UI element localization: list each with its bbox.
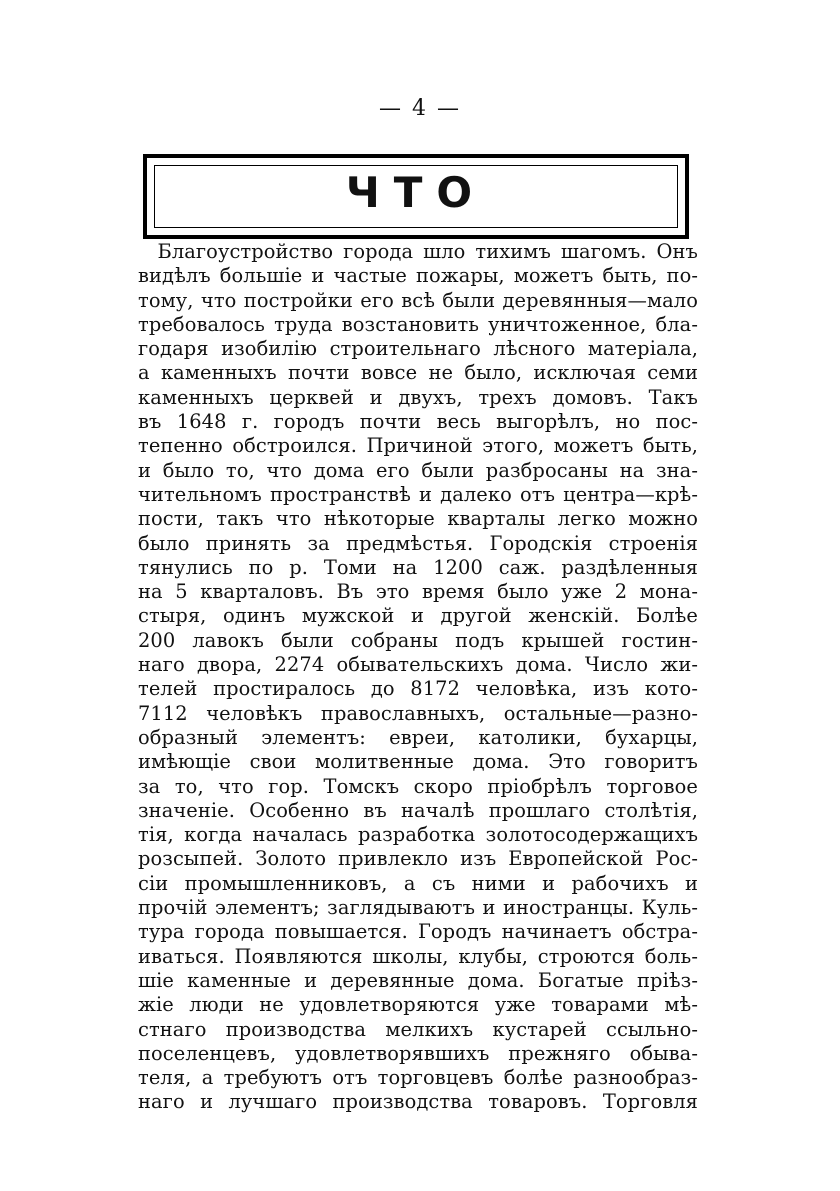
text-line: на 5 кварталовъ. Въ это время было уже 2 мона- [138,580,698,604]
text-line: и было то, что дома его были разбросаны на зна- [138,458,698,482]
text-line: было принять за предмѣстья. Городскія строенія [138,531,698,555]
text-line: тія, когда началась разработка золотосодержащихъ [138,823,698,847]
text-line: чительномъ пространствѣ и далеко отъ центра—крѣ- [138,482,698,506]
text-line: 200 лавокъ были собраны подъ крышей гостин- [138,628,698,652]
text-line: тура города повышается. Городъ начинаетъ обстра- [138,920,698,944]
text-line: теля, а требуютъ отъ торговцевъ болѣе разнообраз- [138,1066,698,1090]
page-number: — 4 — [379,96,461,121]
text-line: каменныхъ церквей и двухъ, трехъ домовъ. Такъ [138,385,698,409]
text-line: пости, такъ что нѣкоторые кварталы легко можно [138,507,698,531]
text-line: наго двора, 2274 обывательскихъ дома. Число жи- [138,653,698,677]
text-line: образный элементъ: евреи, католики, бухарцы, [138,725,698,749]
text-line: стыря, одинъ мужской и другой женскій. Болѣе [138,604,698,628]
text-line: прочій элементъ; заглядываютъ и иностранцы. Куль- [138,896,698,920]
text-line: поселенцевъ, удовлетворявшихъ прежняго обыва- [138,1041,698,1065]
text-line: а каменныхъ почти вовсе не было, исключая семи [138,361,698,385]
text-line: иваться. Появляются школы, клубы, строются боль- [138,944,698,968]
text-line: розсыпей. Золото привлекло изъ Европейской Рос- [138,847,698,871]
text-line: годаря изобилію строительнаго лѣсного матеріала, [138,337,698,361]
text-line: стнаго производства мелкихъ кустарей ссыльно- [138,1017,698,1041]
text-line: телей простиралось до 8172 человѣка, изъ кото- [138,677,698,701]
text-line: видѣлъ большіе и частые пожары, можетъ быть, по- [138,264,698,288]
text-line: требовалось труда возстановить уничтоженное, бла- [138,312,698,336]
text-line: за то, что гор. Томскъ скоро пріобрѣлъ торговое [138,774,698,798]
text-line: шіе каменные и деревянные дома. Богатые пріѣз- [138,968,698,992]
text-line: тепенно обстроился. Причиной этого, можетъ быть, [138,434,698,458]
text-line: въ 1648 г. городъ почти весь выгорѣлъ, но пос- [138,410,698,434]
title-frame [143,154,689,239]
text-line: значеніе. Особенно въ началѣ прошлаго столѣтія, [138,798,698,822]
text-line: тому, что постройки его всѣ были деревянныя—мало [138,288,698,312]
text-line: Благоустройство города шло тихимъ шагомъ. Онъ [138,240,698,263]
chapter-title: ЧТО [345,168,487,217]
body-text [138,240,698,1115]
text-line: жіе люди не удовлетворяются уже товарами мѣ- [138,993,698,1017]
text-line: имѣющіе свои молитвенные дома. Это говоритъ [138,750,698,774]
text-line: наго и лучшаго производства товаровъ. Торговля [138,1090,698,1114]
text-line: 7112 человѣкъ православныхъ, остальные—разно- [138,701,698,725]
text-line: сіи промышленниковъ, а съ ними и рабочихъ и [138,871,698,895]
text-line: тянулись по р. Томи на 1200 саж. раздѣленныя [138,555,698,579]
